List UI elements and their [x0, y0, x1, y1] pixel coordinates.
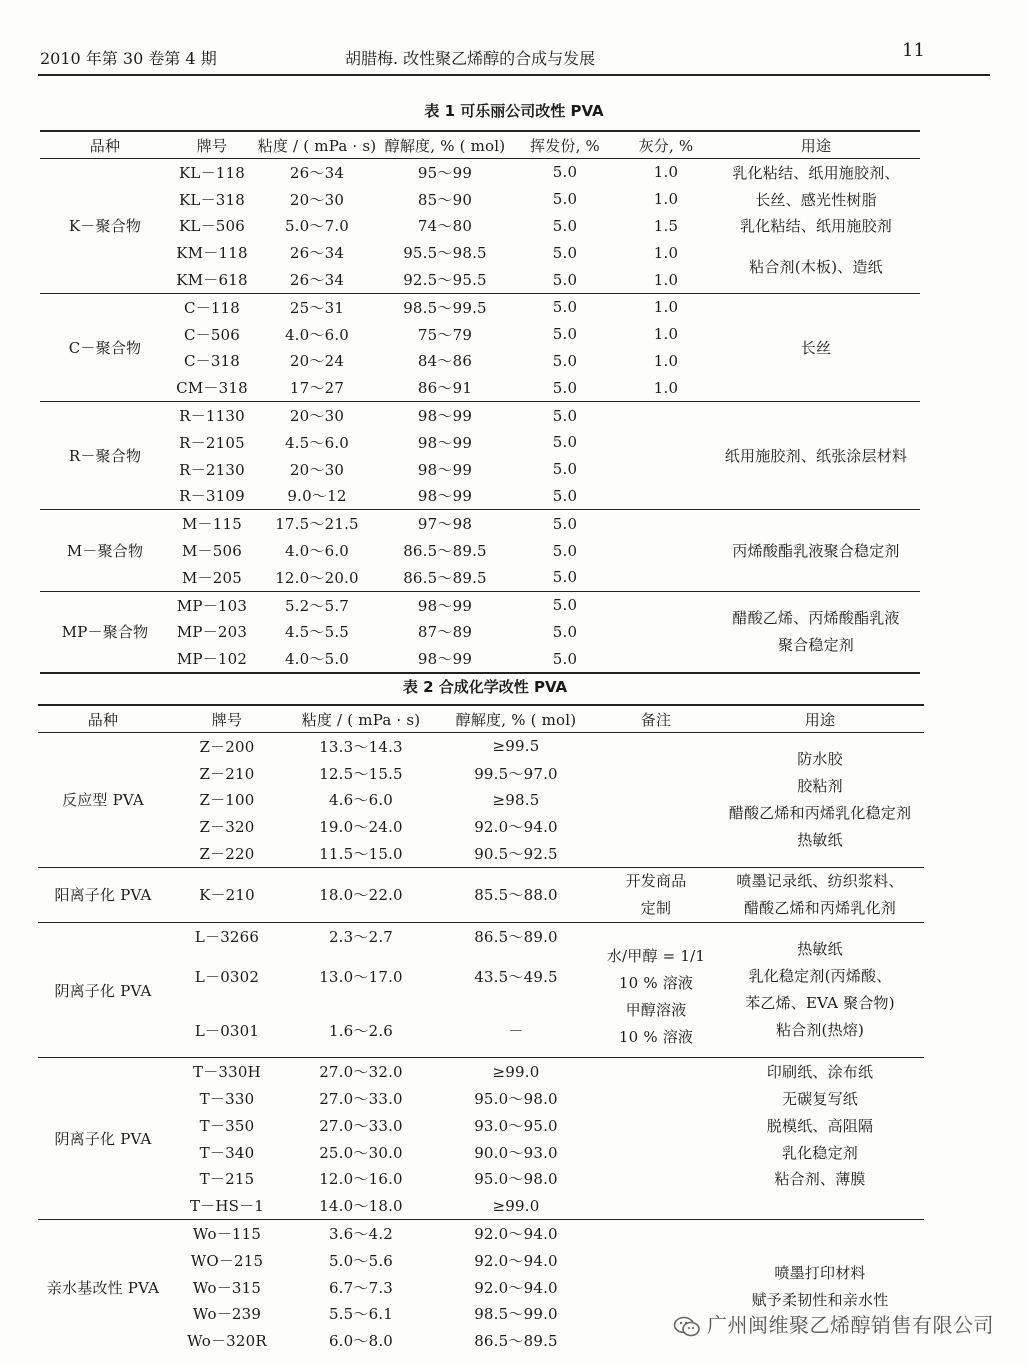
ash-cell — [620, 456, 712, 483]
table1-group-c — [40, 293, 920, 401]
grade-cell: C－318 — [183, 352, 241, 371]
note-cell — [596, 867, 716, 922]
grade-cell: KL－506 — [179, 217, 245, 236]
alcoholysis-cell: 87～89 — [417, 623, 473, 642]
use-cell: 丙烯酸酯乳液聚合稳定剂 — [732, 542, 900, 561]
viscosity-cell: 4.5～5.5 — [284, 623, 350, 642]
use-cell: 脱模纸、高阻隔 — [766, 1116, 874, 1135]
page-number: 11 — [902, 40, 925, 61]
table2 — [38, 704, 924, 1354]
table1-group-mp — [40, 591, 920, 673]
group-name: M－聚合物 — [66, 542, 144, 561]
grade-cell: R－1130 — [179, 407, 245, 426]
table-row — [38, 922, 924, 949]
table-row — [40, 159, 920, 186]
table2-group-anionic-t — [38, 1058, 924, 1220]
table-row — [40, 510, 920, 537]
note-cell — [596, 733, 716, 868]
col-header: 灰分, % — [620, 131, 712, 159]
ash-cell — [620, 429, 712, 456]
col-header: 醇解度, % ( mol) — [380, 131, 510, 159]
grade-cell: T－330H — [193, 1063, 261, 1082]
use-line: 醋酸乙烯和丙烯乳化剂 — [743, 898, 896, 917]
alcoholysis-cell: ≥99.0 — [492, 1062, 540, 1081]
viscosity-cell: 13.0～17.0 — [319, 968, 403, 987]
table-row — [40, 293, 920, 320]
group-name: 阴离子化 PVA — [54, 1130, 152, 1149]
grade-cell: CM－318 — [176, 379, 248, 398]
group-name: MP－聚合物 — [61, 623, 149, 642]
ash-cell — [620, 619, 712, 646]
ash-cell: 1.0 — [653, 325, 679, 344]
grade-cell: MP－103 — [176, 596, 248, 615]
use-cell: 乳化粘结、纸用施胶剂、 — [732, 163, 900, 182]
grade-cell: Wo－239 — [192, 1305, 262, 1324]
grade-cell: L－0301 — [194, 1022, 260, 1041]
use-line: 苯乙烯、EVA 聚合物) — [745, 994, 895, 1013]
alcoholysis-cell: 84～86 — [417, 352, 473, 371]
alcoholysis-cell: 98～99 — [417, 650, 473, 669]
grade-cell: Wo－115 — [192, 1224, 262, 1243]
alcoholysis-cell: 99.5～97.0 — [474, 764, 558, 783]
volatile-cell: 5.0 — [552, 243, 578, 262]
viscosity-cell: 11.5～15.0 — [319, 845, 403, 864]
col-header: 醇解度, % ( mol) — [436, 705, 596, 733]
viscosity-cell: 20～30 — [289, 190, 345, 209]
table-row — [38, 1058, 924, 1085]
note-line: 10 % 溶液 — [618, 1028, 694, 1047]
viscosity-cell: 12.0～16.0 — [319, 1170, 403, 1189]
grade-cell: Z－200 — [199, 737, 255, 756]
volatile-cell: 5.0 — [552, 216, 578, 235]
col-header: 用途 — [712, 131, 920, 159]
use-cell — [716, 867, 924, 922]
volatile-cell: 5.0 — [552, 514, 578, 533]
alcoholysis-cell: 75～79 — [417, 325, 473, 344]
table-row — [38, 1220, 924, 1247]
volatile-cell: 5.0 — [552, 622, 578, 641]
viscosity-cell: 4.6～6.0 — [328, 791, 394, 810]
use-line: 防水胶 — [797, 749, 843, 768]
viscosity-cell: 17～27 — [289, 379, 345, 398]
grade-cell: KL－318 — [179, 190, 245, 209]
use-cell: 粘合剂、薄膜 — [774, 1170, 866, 1189]
grade-cell: K－210 — [199, 886, 255, 905]
viscosity-cell: 4.0～6.0 — [284, 325, 350, 344]
volatile-cell: 5.0 — [552, 298, 578, 317]
table-row — [38, 733, 924, 760]
viscosity-cell: 25～31 — [289, 298, 345, 317]
col-header: 粘度 / ( mPa · s) — [286, 705, 436, 733]
group-name: 亲水基改性 PVA — [46, 1278, 160, 1297]
viscosity-cell: 12.5～15.5 — [319, 764, 403, 783]
use-line: 热敏纸 — [797, 830, 843, 849]
grade-cell: Wo－320R — [187, 1332, 267, 1351]
table-row — [38, 1139, 924, 1166]
use-line: 醋酸乙烯、丙烯酸酯乳液 — [732, 608, 900, 627]
volatile-cell: 5.0 — [552, 460, 578, 479]
journal-issue: 2010 年第 30 卷第 4 期 — [40, 49, 217, 68]
alcoholysis-cell: 98～99 — [417, 433, 473, 452]
viscosity-cell: 27.0～33.0 — [319, 1116, 403, 1135]
grade-cell: L－3266 — [194, 927, 260, 946]
grade-cell: T－340 — [199, 1143, 255, 1162]
volatile-cell: 5.0 — [552, 190, 578, 209]
alcoholysis-cell: 95.0～98.0 — [474, 1089, 558, 1108]
alcoholysis-cell: 86～91 — [417, 379, 473, 398]
alcoholysis-cell: 86.5～89.5 — [474, 1332, 558, 1351]
alcoholysis-cell: 86.5～89.5 — [403, 568, 487, 587]
viscosity-cell: 3.6～4.2 — [328, 1224, 394, 1243]
alcoholysis-cell: 93.0～95.0 — [474, 1116, 558, 1135]
note-line: 甲醇溶液 — [625, 1001, 687, 1020]
table2-header-row — [38, 705, 924, 733]
ash-cell: 1.0 — [653, 351, 679, 370]
col-header: 用途 — [716, 705, 924, 733]
viscosity-cell: 5.0～7.0 — [284, 217, 350, 236]
col-header: 品种 — [40, 131, 170, 159]
alcoholysis-cell: 98.5～99.5 — [403, 298, 487, 317]
table1-caption: 表 1 可乐丽公司改性 PVA — [424, 102, 604, 120]
grade-cell: T－330 — [199, 1089, 255, 1108]
grade-cell: T－HS－1 — [189, 1197, 265, 1216]
viscosity-cell: 13.3～14.3 — [319, 737, 403, 756]
header-rule — [38, 74, 990, 76]
viscosity-cell: 4.0～5.0 — [284, 650, 350, 669]
ash-cell: 1.0 — [653, 190, 679, 209]
grade-cell: KL－118 — [179, 163, 245, 182]
ash-cell — [620, 591, 712, 618]
ash-cell: 1.0 — [653, 163, 679, 182]
alcoholysis-cell: 85.5～88.0 — [474, 886, 558, 905]
viscosity-cell: 18.0～22.0 — [319, 886, 403, 905]
grade-cell: M－205 — [182, 568, 242, 587]
grade-cell: Z－210 — [199, 764, 255, 783]
viscosity-cell: 9.0～12 — [287, 487, 347, 506]
use-cell: 长丝、感光性树脂 — [755, 190, 877, 209]
grade-cell: Z－100 — [199, 791, 255, 810]
table1-header-row — [40, 131, 920, 159]
table2-group-anionic-l — [38, 922, 924, 1057]
use-cell: 乳化粘结、纸用施胶剂 — [739, 217, 892, 236]
use-cell — [716, 922, 924, 1057]
col-header: 牌号 — [168, 705, 286, 733]
alcoholysis-cell: 98～99 — [417, 407, 473, 426]
volatile-cell: 5.0 — [552, 486, 578, 505]
table-row — [38, 1085, 924, 1112]
viscosity-cell: 20～30 — [289, 407, 345, 426]
grade-cell: KM－118 — [176, 244, 248, 263]
ash-cell: 1.0 — [653, 243, 679, 262]
grade-cell: C－506 — [183, 325, 241, 344]
ash-cell — [620, 537, 712, 564]
ash-cell — [620, 645, 712, 673]
viscosity-cell: 27.0～33.0 — [319, 1089, 403, 1108]
table-row — [38, 1112, 924, 1139]
article-title: 胡腊梅. 改性聚乙烯醇的合成与发展 — [345, 49, 596, 68]
group-name: K－聚合物 — [68, 217, 142, 236]
ash-cell — [620, 402, 712, 429]
grade-cell: R－2130 — [179, 460, 245, 479]
alcoholysis-cell: 98～99 — [417, 460, 473, 479]
viscosity-cell: 5.5～6.1 — [328, 1305, 394, 1324]
use-cell: 乳化稳定剂 — [781, 1143, 858, 1162]
viscosity-cell: 20～30 — [289, 460, 345, 479]
grade-cell: M－115 — [182, 515, 242, 534]
use-line: 粘合剂(热熔) — [775, 1021, 865, 1040]
wechat-icon — [673, 1316, 701, 1338]
note-line: 开发商品 — [625, 871, 687, 890]
grade-cell: M－506 — [182, 542, 242, 561]
use-cell — [716, 1192, 924, 1219]
grade-cell: C－118 — [183, 298, 241, 317]
alcoholysis-cell: 95～99 — [417, 163, 473, 182]
use-line: 聚合稳定剂 — [777, 635, 854, 654]
viscosity-cell: 17.5～21.5 — [275, 515, 359, 534]
volatile-cell: 5.0 — [552, 649, 578, 668]
grade-cell: T－350 — [199, 1116, 255, 1135]
table2-group-cationic — [38, 867, 924, 922]
col-header: 品种 — [38, 705, 168, 733]
alcoholysis-cell: ≥99.0 — [492, 1196, 540, 1215]
grade-cell: MP－203 — [176, 623, 248, 642]
viscosity-cell: 2.3～2.7 — [328, 927, 394, 946]
viscosity-cell: 26～34 — [289, 271, 345, 290]
use-line: 乳化稳定剂(丙烯酸、 — [748, 967, 892, 986]
grade-cell: R－2105 — [179, 433, 245, 452]
viscosity-cell: 26～34 — [289, 163, 345, 182]
col-header: 粘度 / ( mPa · s) — [254, 131, 380, 159]
group-name: C－聚合物 — [68, 339, 142, 358]
use-cell: 纸用施胶剂、纸张涂层材料 — [724, 447, 908, 466]
watermark-text: 广州闽维聚乙烯醇销售有限公司 — [707, 1313, 994, 1337]
alcoholysis-cell: 92.0～94.0 — [474, 1224, 558, 1243]
alcoholysis-cell: 98～99 — [417, 487, 473, 506]
table-row — [38, 1165, 924, 1192]
grade-cell: Z－320 — [199, 818, 255, 837]
viscosity-cell: 19.0～24.0 — [319, 818, 403, 837]
viscosity-cell: 1.6～2.6 — [328, 1022, 394, 1041]
grade-cell: Wo－315 — [192, 1278, 262, 1297]
viscosity-cell: 5.0～5.6 — [328, 1251, 394, 1270]
use-cell: 印刷纸、涂布纸 — [766, 1063, 874, 1082]
table2-caption: 表 2 合成化学改性 PVA — [402, 678, 568, 696]
alcoholysis-cell: 86.5～89.0 — [474, 927, 558, 946]
viscosity-cell: 4.5～6.0 — [284, 433, 350, 452]
viscosity-cell: 26～34 — [289, 244, 345, 263]
ash-cell: 1.0 — [653, 298, 679, 317]
alcoholysis-cell: 90.0～93.0 — [474, 1143, 558, 1162]
alcoholysis-cell: 92.0～94.0 — [474, 818, 558, 837]
note-cell — [596, 1058, 716, 1220]
table1-group-m — [40, 510, 920, 591]
viscosity-cell: 5.2～5.7 — [284, 596, 350, 615]
table1 — [40, 130, 920, 674]
use-line: 热敏纸 — [797, 940, 843, 959]
use-line: 胶粘剂 — [797, 776, 843, 795]
grade-cell: WO－215 — [190, 1251, 264, 1270]
use-cell: 粘合剂(木板)、造纸 — [749, 257, 883, 276]
alcoholysis-cell: 85～90 — [417, 190, 473, 209]
viscosity-cell: 12.0～20.0 — [275, 568, 359, 587]
viscosity-cell: 4.0～6.0 — [284, 542, 350, 561]
table-row — [40, 239, 920, 266]
table-row — [38, 867, 924, 922]
group-name: 阳离子化 PVA — [54, 886, 152, 905]
viscosity-cell: 25.0～30.0 — [319, 1143, 403, 1162]
volatile-cell: 5.0 — [552, 568, 578, 587]
use-cell — [716, 733, 924, 868]
viscosity-cell: 6.7～7.3 — [328, 1278, 394, 1297]
volatile-cell: 5.0 — [552, 351, 578, 370]
note-line: 定制 — [640, 898, 672, 917]
alcoholysis-cell: 98～99 — [417, 596, 473, 615]
grade-cell: KM－618 — [176, 271, 248, 290]
ash-cell — [620, 510, 712, 537]
group-name: 反应型 PVA — [62, 791, 144, 810]
viscosity-cell: 20～24 — [289, 352, 345, 371]
alcoholysis-cell: 43.5～49.5 — [474, 968, 558, 987]
col-header: 备注 — [596, 705, 716, 733]
watermark — [673, 1309, 994, 1338]
alcoholysis-cell: 92.0～94.0 — [474, 1251, 558, 1270]
volatile-cell: 5.0 — [552, 270, 578, 289]
volatile-cell: 5.0 — [552, 378, 578, 397]
table-row — [40, 213, 920, 240]
alcoholysis-cell: ≥98.5 — [492, 790, 540, 809]
use-cell: 无碳复写纸 — [781, 1089, 858, 1108]
table-row — [40, 402, 920, 429]
col-header: 牌号 — [170, 131, 254, 159]
group-name: R－聚合物 — [68, 447, 142, 466]
ash-cell — [620, 564, 712, 591]
use-line: 喷墨打印材料 — [774, 1264, 866, 1283]
col-header: 挥发份, % — [510, 131, 620, 159]
table-row — [40, 186, 920, 213]
volatile-cell: 5.0 — [552, 163, 578, 182]
grade-cell: MP－102 — [176, 650, 248, 669]
viscosity-cell: 27.0～32.0 — [319, 1063, 403, 1082]
alcoholysis-cell: 92.5～95.5 — [403, 271, 487, 290]
note-line: 水/甲醇 = 1/1 — [606, 947, 706, 966]
note-line: 10 % 溶液 — [618, 974, 694, 993]
ash-cell: 1.5 — [653, 216, 679, 235]
table1-group-k — [40, 159, 920, 294]
alcoholysis-cell: ≥99.5 — [492, 737, 540, 756]
group-name: 阴离子化 PVA — [54, 981, 152, 1000]
ash-cell — [620, 483, 712, 510]
alcoholysis-cell: 97～98 — [417, 515, 473, 534]
table-row — [40, 591, 920, 618]
alcoholysis-cell: 86.5～89.5 — [403, 542, 487, 561]
use-line: 喷墨记录纸、纺织浆料、 — [736, 871, 904, 890]
table2-group-reactive — [38, 733, 924, 868]
viscosity-cell: 6.0～8.0 — [328, 1332, 394, 1351]
alcoholysis-cell: 95.5～98.5 — [403, 244, 487, 263]
grade-cell: Z－220 — [199, 845, 255, 864]
use-cell: 长丝 — [800, 339, 832, 358]
alcoholysis-cell: 95.0～98.0 — [474, 1170, 558, 1189]
note-cell — [596, 922, 716, 1057]
use-line: 赋予柔韧性和亲水性 — [751, 1291, 889, 1310]
volatile-cell: 5.0 — [552, 406, 578, 425]
ash-cell: 1.0 — [653, 378, 679, 397]
volatile-cell: 5.0 — [552, 541, 578, 560]
viscosity-cell: 14.0～18.0 — [319, 1197, 403, 1216]
grade-cell: L－0302 — [194, 968, 260, 987]
grade-cell: T－215 — [199, 1170, 255, 1189]
use-line: 醋酸乙烯和丙烯乳化稳定剂 — [728, 803, 912, 822]
alcoholysis-cell: 98.5～99.0 — [474, 1305, 558, 1324]
alcoholysis-cell: 92.0～94.0 — [474, 1278, 558, 1297]
volatile-cell: 5.0 — [552, 596, 578, 615]
ash-cell: 1.0 — [653, 270, 679, 289]
alcoholysis-cell: 74～80 — [417, 217, 473, 236]
volatile-cell: 5.0 — [552, 325, 578, 344]
alcoholysis-cell: － — [508, 1022, 524, 1041]
use-cell — [712, 591, 920, 673]
table1-group-r — [40, 402, 920, 510]
volatile-cell: 5.0 — [552, 433, 578, 452]
grade-cell: R－3109 — [179, 487, 245, 506]
table-row — [38, 1192, 924, 1219]
alcoholysis-cell: 90.5～92.5 — [474, 845, 558, 864]
